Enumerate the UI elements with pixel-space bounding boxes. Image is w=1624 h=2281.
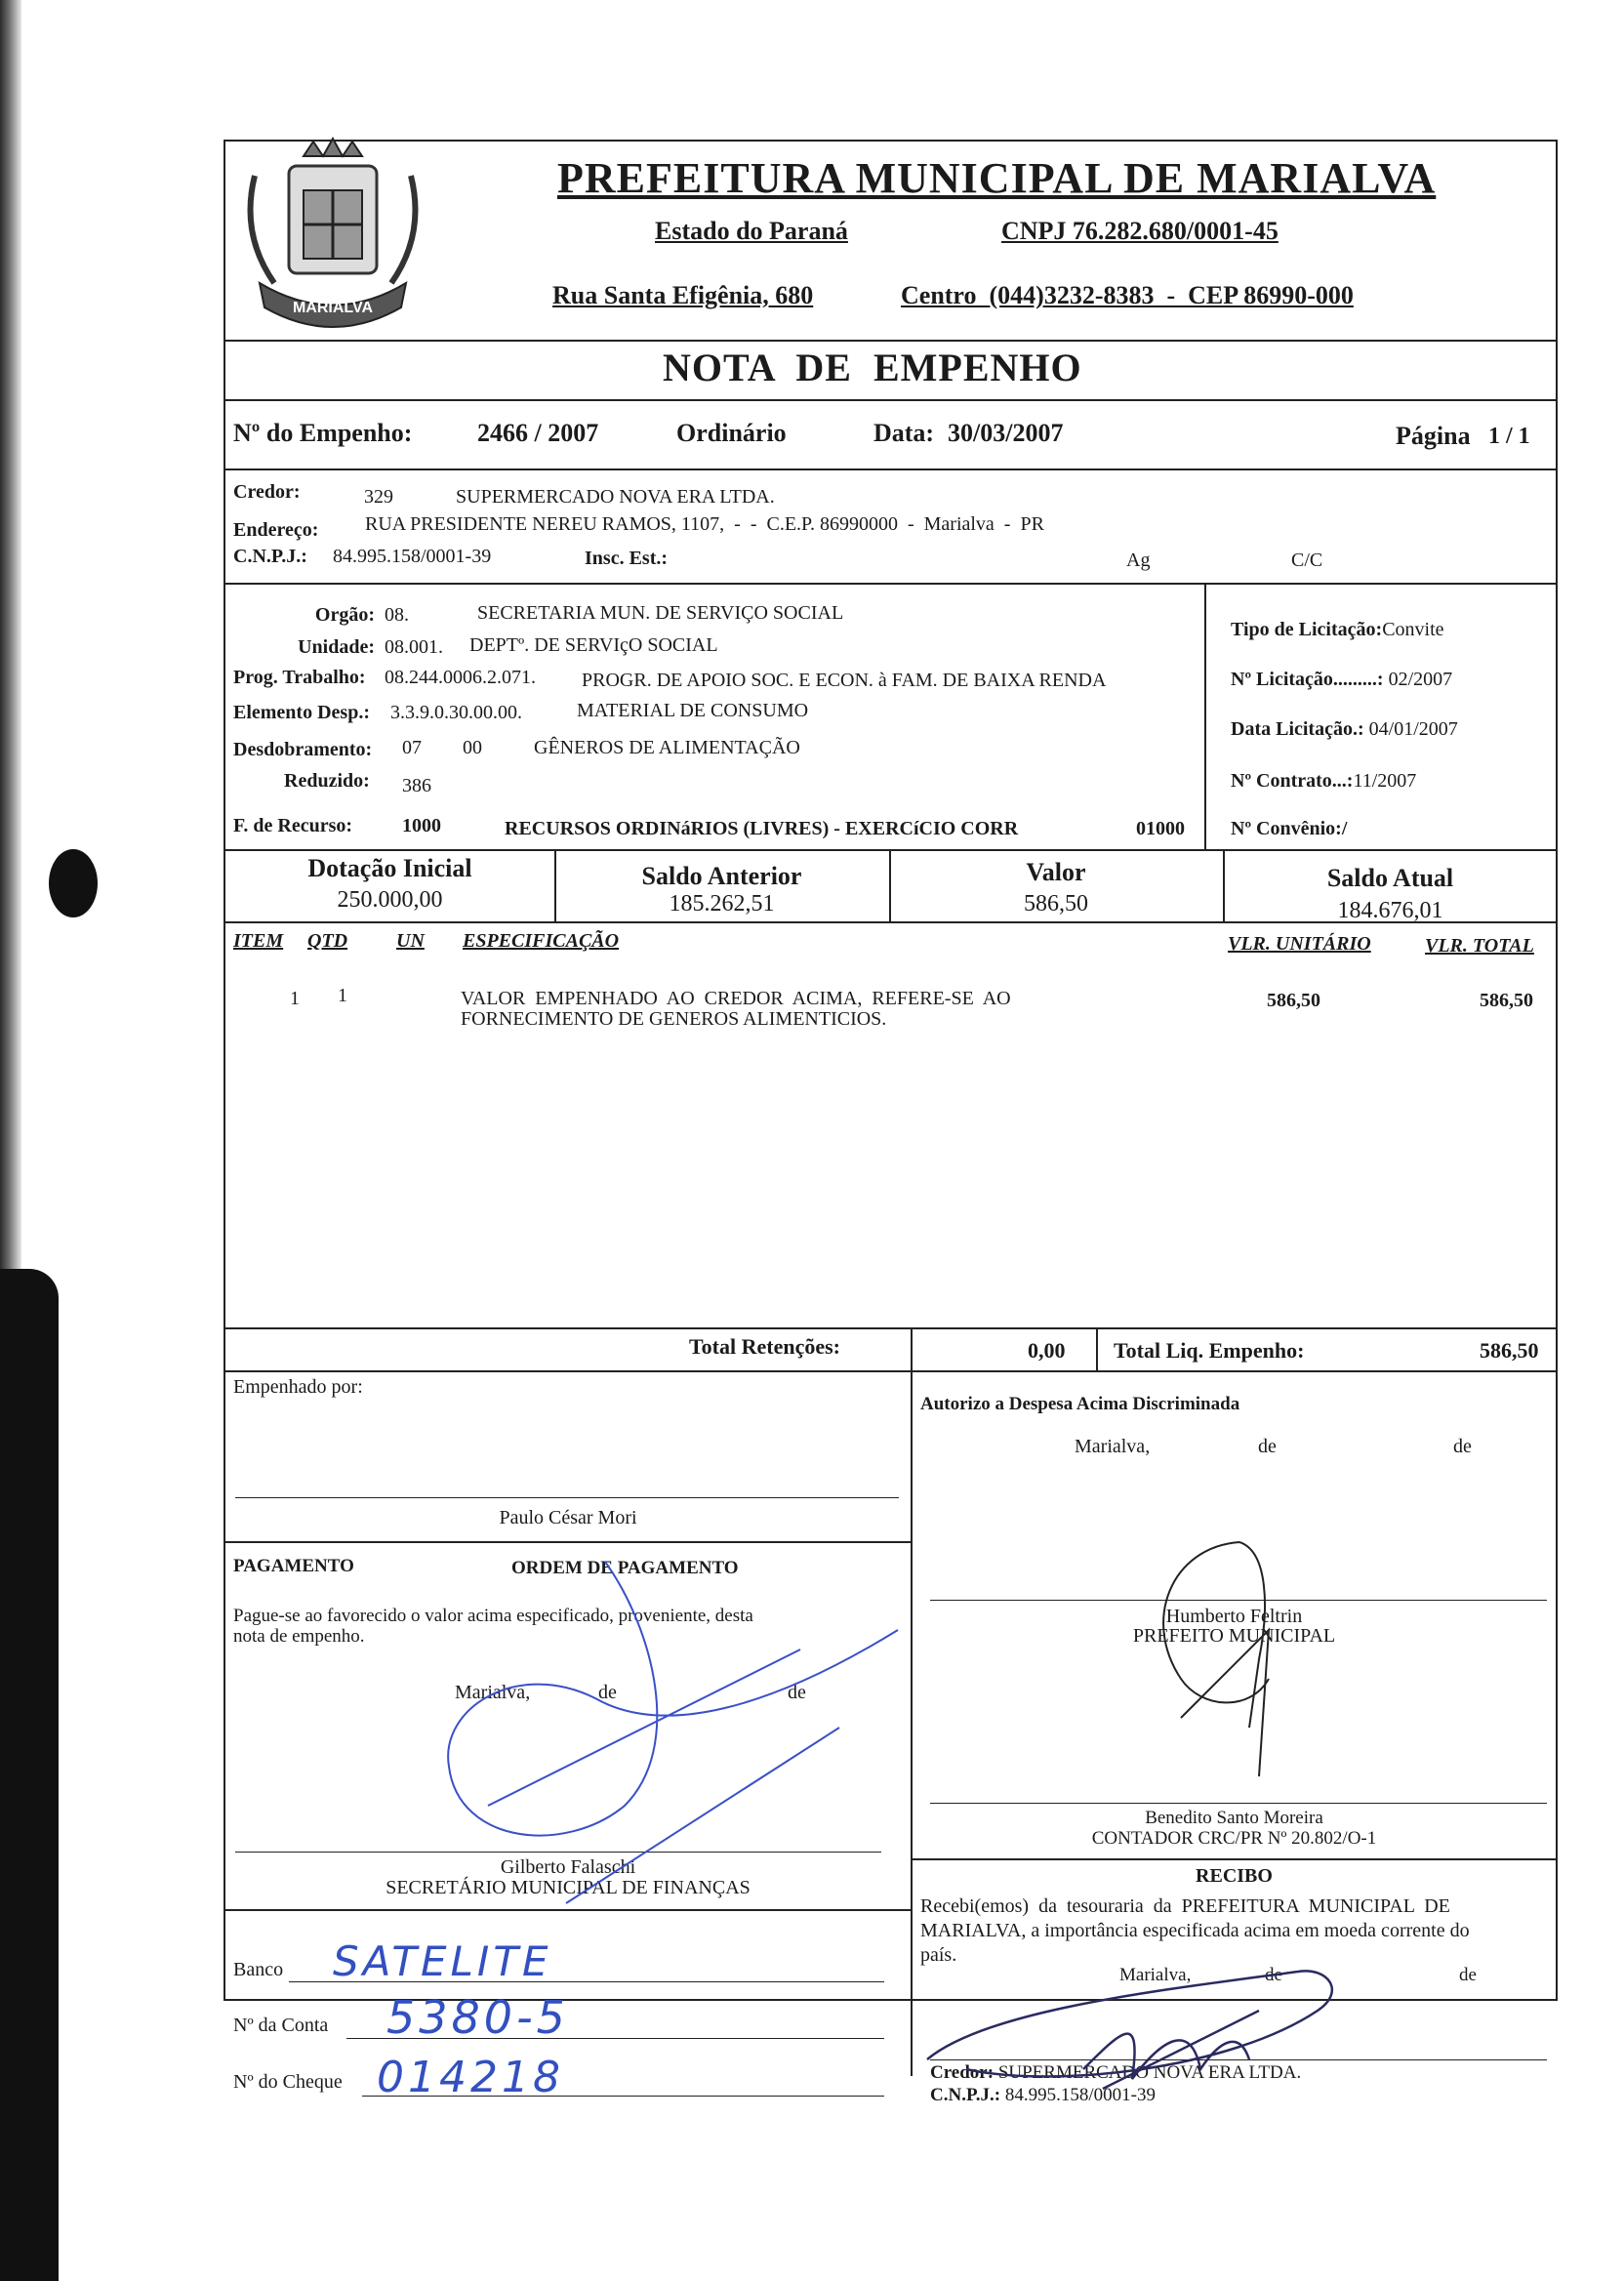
desdobramento-label: Desdobramento: <box>233 739 373 760</box>
saldo-atual-label: Saldo Atual <box>1326 864 1454 892</box>
total-retencoes: 0,00 <box>1028 1338 1066 1363</box>
recibo-local: Marialva, <box>1119 1965 1192 1985</box>
elemento-label: Elemento Desp.: <box>233 702 370 723</box>
col-item: ITEM <box>233 930 284 952</box>
item-desc-line1: VALOR EMPENHADO AO CREDOR ACIMA, REFERE-SE AO <box>461 988 1011 1009</box>
ordem-pagamento-label: ORDEM DE PAGAMENTO <box>511 1558 739 1578</box>
contador-cargo: CONTADOR CRC/PR Nº 20.802/O-1 <box>1091 1828 1377 1849</box>
pagamento-local: Marialva, <box>455 1682 531 1703</box>
elemento-code: 3.3.9.0.30.00.00. <box>390 702 522 723</box>
empenhado-por-label: Empenhado por: <box>233 1376 363 1398</box>
credor-label: Credor: <box>233 481 301 503</box>
cheque-label: Nº do Cheque <box>233 2071 343 2093</box>
credor-cnpj-label: C.N.P.J.: <box>233 546 307 567</box>
svg-text:MARIALVA: MARIALVA <box>292 300 374 316</box>
dotacao-inicial: 250.000,00 <box>337 887 443 913</box>
recurso: RECURSOS ORDINáRIOS (LIVRES) - EXERCíCIO CORR <box>505 818 1019 839</box>
header-contact: Centro (044)3232-8383 - CEP 86990-000 <box>901 281 1354 309</box>
ag-label: Ag <box>1126 550 1151 571</box>
unidade-label: Unidade: <box>298 636 375 658</box>
pagamento-de-2: de <box>788 1682 806 1703</box>
header-title: PREFEITURA MUNICIPAL DE MARIALVA <box>557 154 1437 202</box>
document-title: NOTA DE EMPENHO <box>663 346 1082 389</box>
dotacao-inicial-label: Dotação Inicial <box>307 854 472 882</box>
valor: 586,50 <box>1024 891 1088 916</box>
header-address: Rua Santa Efigênia, 680 <box>552 281 814 309</box>
num-licitacao-label: Nº Licitação.........: 02/2007 <box>1231 669 1453 690</box>
contrato-label: Nº Contrato...:11/2007 <box>1231 770 1417 792</box>
prog-trabalho-code: 08.244.0006.2.071. <box>385 667 536 688</box>
recibo-cnpj: C.N.P.J.: 84.995.158/0001-39 <box>930 2085 1156 2105</box>
page-label: Página <box>1396 422 1471 450</box>
conta-handwritten: 5380-5 <box>386 1991 569 2044</box>
recibo-de-2: de <box>1459 1965 1477 1985</box>
secretario-cargo: SECRETÁRIO MUNICIPAL DE FINANÇAS <box>386 1877 751 1898</box>
tipo-licitacao-label: Tipo de Licitação:Convite <box>1231 619 1444 640</box>
pagamento-de-1: de <box>598 1682 617 1703</box>
pagamento-texto-1: Pague-se ao favorecido o valor acima especificado, proveniente, desta <box>233 1606 753 1626</box>
data-licitacao-label: Data Licitação.: 04/01/2007 <box>1231 718 1458 740</box>
credor-name: SUPERMERCADO NOVA ERA LTDA. <box>456 486 775 508</box>
recibo-texto-1: Recebi(emos) da tesouraria da PREFEITURA MUNICIPAL DE <box>920 1895 1450 1917</box>
saldo-atual: 184.676,01 <box>1337 898 1443 923</box>
credor-cnpj: 84.995.158/0001-39 <box>333 546 492 567</box>
convenio-label: Nº Convênio:/ <box>1231 818 1348 839</box>
empenho-type: Ordinário <box>676 419 787 447</box>
item-qtd: 1 <box>338 985 347 1006</box>
recibo-texto-2: MARIALVA, a importância especificada acima em moeda corrente do <box>920 1920 1470 1941</box>
total-liquido-label: Total Liq. Empenho: <box>1114 1338 1305 1363</box>
insc-est-label: Insc. Est.: <box>585 548 669 569</box>
scan-shadow <box>0 1269 59 2281</box>
municipal-crest-icon <box>235 137 430 342</box>
recibo-title: RECIBO <box>1196 1865 1273 1887</box>
col-especificacao: ESPECIFICAÇÃO <box>463 930 620 952</box>
credor-code: 329 <box>364 486 393 508</box>
orgao-code: 08. <box>385 604 409 626</box>
col-un: UN <box>396 930 425 952</box>
total-retencoes-label: Total Retenções: <box>689 1334 840 1359</box>
recibo-texto-3: país. <box>920 1944 957 1966</box>
prefeito-cargo: PREFEITO MUNICIPAL <box>1132 1625 1336 1647</box>
recibo-de-1: de <box>1265 1965 1282 1985</box>
recurso-code: 1000 <box>402 815 441 836</box>
desdobramento: GÊNEROS DE ALIMENTAÇÃO <box>534 737 800 758</box>
banco-handwritten: SATELITE <box>333 1937 552 1985</box>
reduzido-label: Reduzido: <box>284 770 370 792</box>
orgao: SECRETARIA MUN. DE SERVIÇO SOCIAL <box>477 602 844 624</box>
empenho-number-label: Nº do Empenho: <box>233 419 413 447</box>
saldo-anterior: 185.262,51 <box>669 891 775 916</box>
item-number: 1 <box>290 988 300 1009</box>
item-desc-line2: FORNECIMENTO DE GENEROS ALIMENTICIOS. <box>461 1008 887 1030</box>
total-liquido: 586,50 <box>1480 1338 1539 1363</box>
recibo-credor: Credor: SUPERMERCADO NOVA ERA LTDA. <box>930 2062 1302 2083</box>
recurso-label: F. de Recurso: <box>233 815 353 836</box>
prefeito-signature <box>1122 1532 1357 1796</box>
header-state: Estado do Paraná <box>655 217 848 245</box>
contador-nome: Benedito Santo Moreira <box>1145 1808 1323 1828</box>
elemento: MATERIAL DE CONSUMO <box>577 700 809 721</box>
item-unit-value: 586,50 <box>1267 990 1320 1011</box>
empenho-number: 2466 / 2007 <box>477 419 599 447</box>
desdobramento-code-1: 07 <box>402 737 422 758</box>
empenhado-nome: Paulo César Mori <box>499 1507 637 1528</box>
punch-hole <box>49 849 98 917</box>
orgao-label: Orgão: <box>314 604 375 626</box>
banco-label: Banco <box>233 1959 284 1980</box>
prefeito-nome: Humberto Feltrin <box>1165 1606 1303 1627</box>
page-number: 1 / 1 <box>1488 424 1530 449</box>
item-total-value: 586,50 <box>1480 990 1533 1011</box>
autorizo-de-2: de <box>1453 1436 1472 1457</box>
pagamento-texto-2: nota de empenho. <box>233 1626 365 1647</box>
secretario-signature <box>429 1552 937 1913</box>
empenho-date-label: Data: <box>873 419 935 447</box>
unidade: DEPTº. DE SERVIçO SOCIAL <box>469 634 718 656</box>
cc-label: C/C <box>1291 550 1323 571</box>
secretario-nome: Gilberto Falaschi <box>500 1856 636 1878</box>
autorizo-label: Autorizo a Despesa Acima Discriminada <box>920 1394 1240 1414</box>
unidade-code: 08.001. <box>385 636 443 658</box>
pagamento-label: PAGAMENTO <box>233 1556 354 1576</box>
saldo-anterior-label: Saldo Anterior <box>641 862 802 890</box>
credor-signature <box>908 1952 1376 2118</box>
valor-label: Valor <box>1026 858 1086 886</box>
col-qtd: QTD <box>307 930 348 952</box>
recurso-code-2: 01000 <box>1136 818 1185 839</box>
autorizo-local: Marialva, <box>1075 1436 1151 1457</box>
autorizo-de-1: de <box>1258 1436 1277 1457</box>
header-cnpj: CNPJ 76.282.680/0001-45 <box>1001 217 1279 245</box>
col-vlr-unitario: VLR. UNITÁRIO <box>1228 933 1371 955</box>
prog-trabalho-label: Prog. Trabalho: <box>233 667 366 688</box>
prog-trabalho: PROGR. DE APOIO SOC. E ECON. à FAM. DE BAIXA RENDA <box>582 670 1107 691</box>
cheque-handwritten: 014218 <box>377 2053 564 2102</box>
desdobramento-code-2: 00 <box>463 737 482 758</box>
conta-label: Nº da Conta <box>233 2015 329 2036</box>
empenho-date: 30/03/2007 <box>948 419 1064 447</box>
endereco-label: Endereço: <box>233 519 319 541</box>
reduzido: 386 <box>402 775 431 796</box>
endereco: RUA PRESIDENTE NEREU RAMOS, 1107, - - C.E.P. 86990000 - Marialva - PR <box>365 513 1044 535</box>
col-vlr-total: VLR. TOTAL <box>1425 935 1534 957</box>
